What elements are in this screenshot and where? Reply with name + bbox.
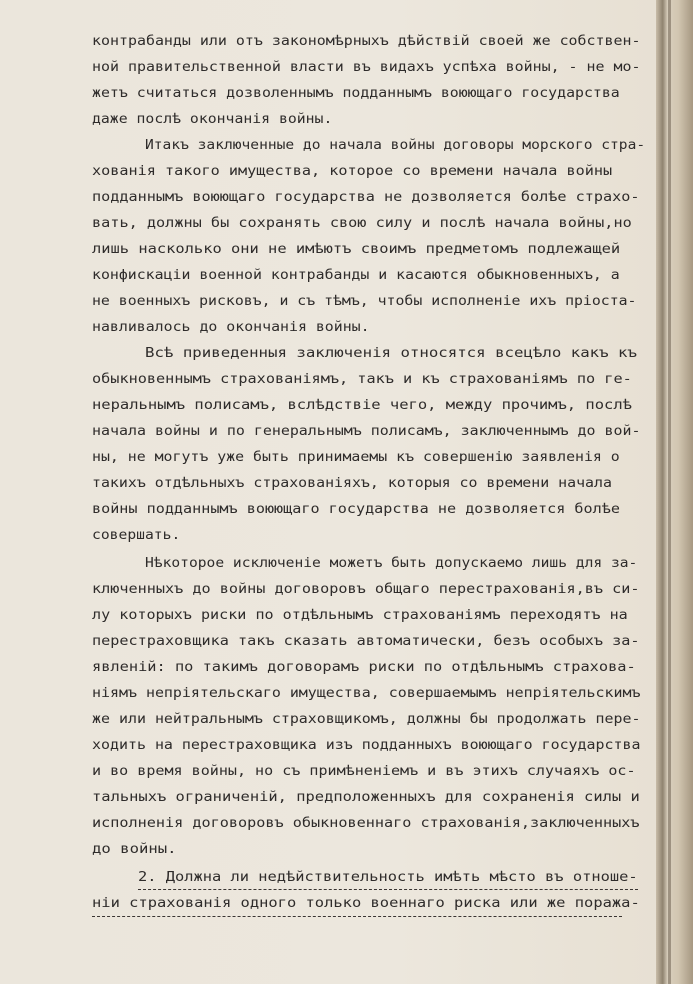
text-line: лу которыхъ риски по отдѣльнымъ страхованіямъ переходятъ на xyxy=(92,608,628,623)
underline-dashes xyxy=(138,889,638,890)
text-line: явленій: по такимъ договорамъ риски по отдѣльнымъ страхова- xyxy=(92,660,636,675)
text-line: ной правительственной власти въ видахъ успѣха войны, - не мо- xyxy=(92,60,641,75)
text-line-underlined: ніи страхованія одного только военнаго риска или же поража- xyxy=(92,896,640,911)
text-line: такихъ отдѣльныхъ страхованіяхъ, которыя со времени начала xyxy=(92,476,612,491)
text-line: конфискаціи военной контрабанды и касаются обыкновенныхъ, а xyxy=(92,268,620,283)
text-line: до войны. xyxy=(92,842,177,857)
text-line: перестраховщика такъ сказать автоматически, безъ особыхъ за- xyxy=(92,634,640,649)
text-line: обыкновеннымъ страхованіямъ, такъ и къ страхованіямъ по ге- xyxy=(92,372,632,387)
text-line: жетъ считаться дозволеннымъ подданнымъ воюющаго государства xyxy=(92,86,620,101)
binding-line xyxy=(668,0,671,984)
text-line: начала войны и по генеральнымъ полисамъ, заключеннымъ до вой- xyxy=(92,424,641,439)
text-line: исполненія договоровъ обыкновеннаго страхованія,заключенныхъ xyxy=(92,816,640,831)
text-line: навливалось до окончанія войны. xyxy=(92,320,370,335)
text-line: совершать. xyxy=(92,528,181,543)
text-line: подданнымъ воюющаго государства не дозволяется болѣе страхо- xyxy=(92,190,640,205)
text-line: не военныхъ рисковъ, и съ тѣмъ, чтобы исполненіе ихъ пріоста- xyxy=(92,294,637,309)
text-line: вать, должны бы сохранять свою силу и послѣ начала войны,но xyxy=(92,216,632,231)
text-line: лишь насколько они не имѣютъ своимъ предметомъ подлежащей xyxy=(92,242,621,257)
text-line: Итакъ заключенные до начала войны договоры морского стра- xyxy=(145,138,646,153)
text-line: ніямъ непріятельскаго имущества, совершаемымъ непріятельскимъ xyxy=(92,686,641,701)
text-line: войны подданнымъ воюющаго государства не дозволяется болѣе xyxy=(92,502,620,517)
text-line: же или нейтральнымъ страховщикомъ, должны бы продолжать пере- xyxy=(92,712,641,727)
text-line: тальныхъ ограниченій, предположенныхъ для сохраненія силы и xyxy=(92,790,640,805)
text-line: ны, не могутъ уже быть принимаемы къ совершенію заявленія о xyxy=(92,450,620,465)
text-line: Всѣ приведенныя заключенія относятся всецѣло какъ къ xyxy=(145,346,637,361)
text-line: хованія такого имущества, которое со времени начала войны xyxy=(92,164,613,179)
text-line: даже послѣ окончанія войны. xyxy=(92,112,333,127)
text-line-underlined: 2. Должна ли недѣйствительность имѣть мѣсто въ отноше- xyxy=(138,870,638,885)
text-line: ключенныхъ до войны договоровъ общаго перестрахованія,въ си- xyxy=(92,582,640,597)
text-line: и во время войны, но съ примѣненіемъ и въ этихъ случаяхъ ос- xyxy=(92,764,636,779)
underline-dashes xyxy=(92,916,622,917)
text-line: неральнымъ полисамъ, вслѣдствіе чего, между прочимъ, послѣ xyxy=(92,398,632,413)
page-edge-shadow xyxy=(656,0,693,984)
text-line: контрабанды или отъ закономѣрныхъ дѣйствій своей же собствен- xyxy=(92,34,641,49)
text-line: ходить на перестраховщика изъ подданныхъ воюющаго государства xyxy=(92,738,641,753)
text-line: Нѣкоторое исключеніе можетъ быть допускаемо лишь для за- xyxy=(145,556,638,571)
